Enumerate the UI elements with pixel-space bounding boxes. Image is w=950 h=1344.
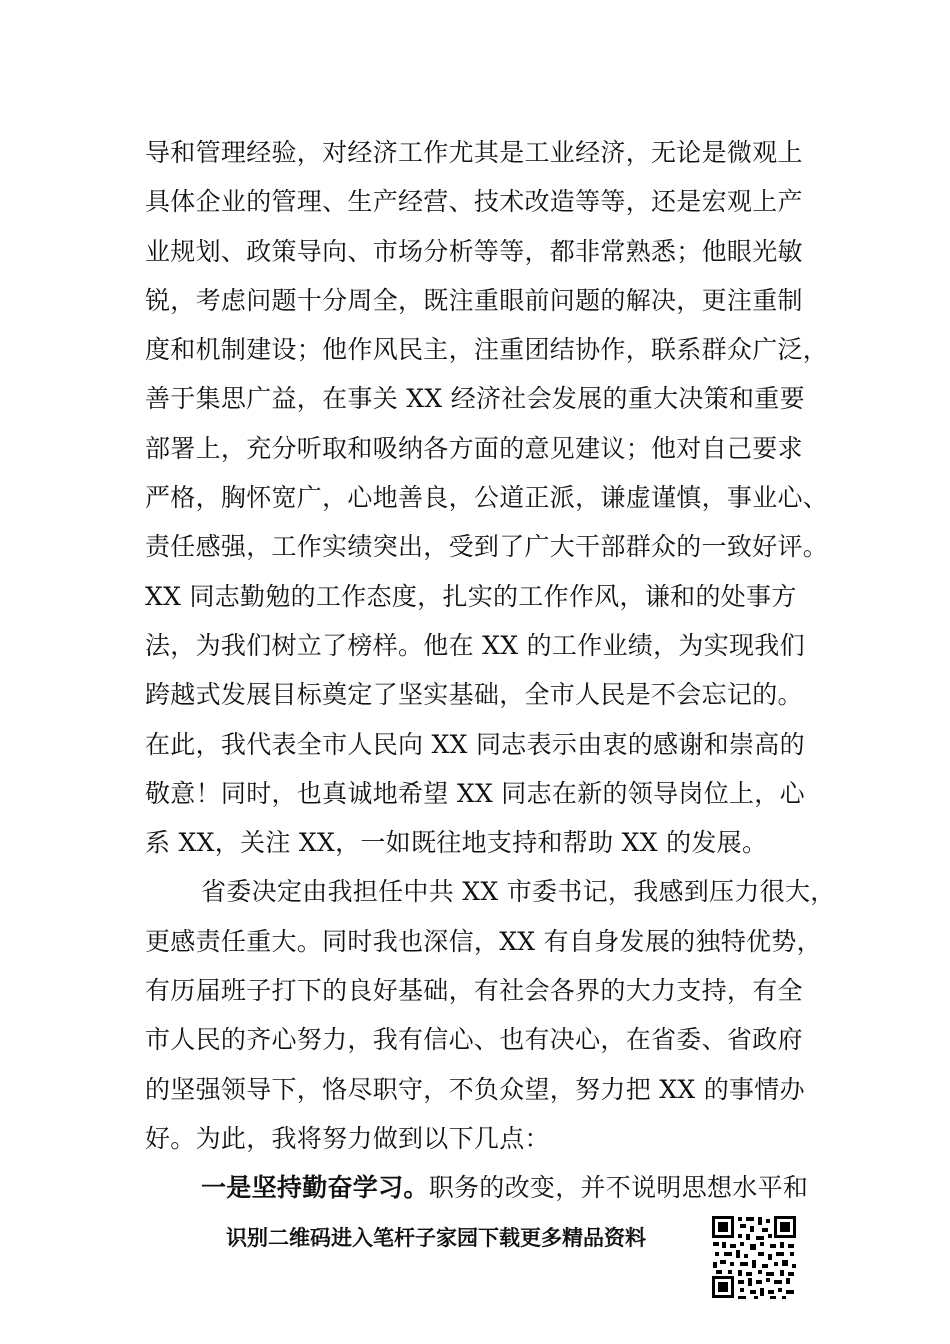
section-lead-text: 职务的改变，并不说明思想水平和 [428, 1173, 809, 1203]
body-text [145, 128, 836, 1213]
text-line: 的坚强领导下，恪尽职守，不负众望，努力把 XX 的事情办 [145, 1074, 805, 1104]
text-line: 敬意！同时，也真诚地希望 XX 同志在新的领导岗位上，心 [145, 778, 805, 808]
text-line: 法，为我们树立了榜样。他在 XX 的工作业绩，为实现我们 [145, 630, 805, 660]
text-line: 更感责任重大。同时我也深信，XX 有自身发展的独特优势， [145, 926, 822, 956]
text-line: 跨越式发展目标奠定了坚实基础，全市人民是不会忘记的。 [145, 680, 803, 710]
text-line: XX 同志勤勉的工作态度，扎实的工作作风，谦和的处事方 [145, 581, 797, 611]
paragraph-first-line: 省委决定由我担任中共 XX 市委书记，我感到压力很大， [201, 877, 836, 907]
text-line: 在此，我代表全市人民向 XX 同志表示由衷的感谢和崇高的 [145, 729, 805, 759]
text-line: 市人民的齐心努力，我有信心、也有决心，在省委、省政府 [145, 1025, 803, 1055]
text-line: 好。为此，我将努力做到以下几点： [145, 1123, 550, 1153]
text-line: 部署上，充分听取和吸纳各方面的意见建议；他对自己要求 [145, 433, 803, 463]
text-line: 业规划、政策导向、市场分析等等，都非常熟悉；他眼光敏 [145, 236, 803, 266]
text-line: 严格，胸怀宽广，心地善良，公道正派，谦虚谨慎，事业心、 [145, 483, 829, 513]
text-line: 责任感强，工作实绩突出，受到了广大干部群众的一致好评。 [145, 532, 829, 562]
text-line: 善于集思广益，在事关 XX 经济社会发展的重大决策和重要 [145, 384, 805, 414]
qr-code-icon[interactable] [710, 1214, 798, 1300]
text-line: 系 XX，关注 XX，一如既往地支持和帮助 XX 的发展。 [145, 828, 768, 858]
paragraph-first-line [145, 1163, 815, 1212]
text-line: 具体企业的管理、生产经营、技术改造等等，还是宏观上产 [145, 187, 803, 217]
text-line: 度和机制建设；他作风民主，注重团结协作，联系群众广泛， [145, 335, 829, 365]
section-lead-heading: 一是坚持勤奋学习。 [201, 1173, 429, 1203]
text-line: 有历届班子打下的良好基础，有社会各界的大力支持，有全 [145, 976, 803, 1006]
text-line: 锐，考虑问题十分周全，既注重眼前问题的解决，更注重制 [145, 285, 803, 315]
text-line: 导和管理经验，对经济工作尤其是工业经济，无论是微观上 [145, 138, 803, 167]
qr-promo-banner: 识别二维码进入笔杆子家园下载更多精品资料 [226, 1226, 646, 1250]
